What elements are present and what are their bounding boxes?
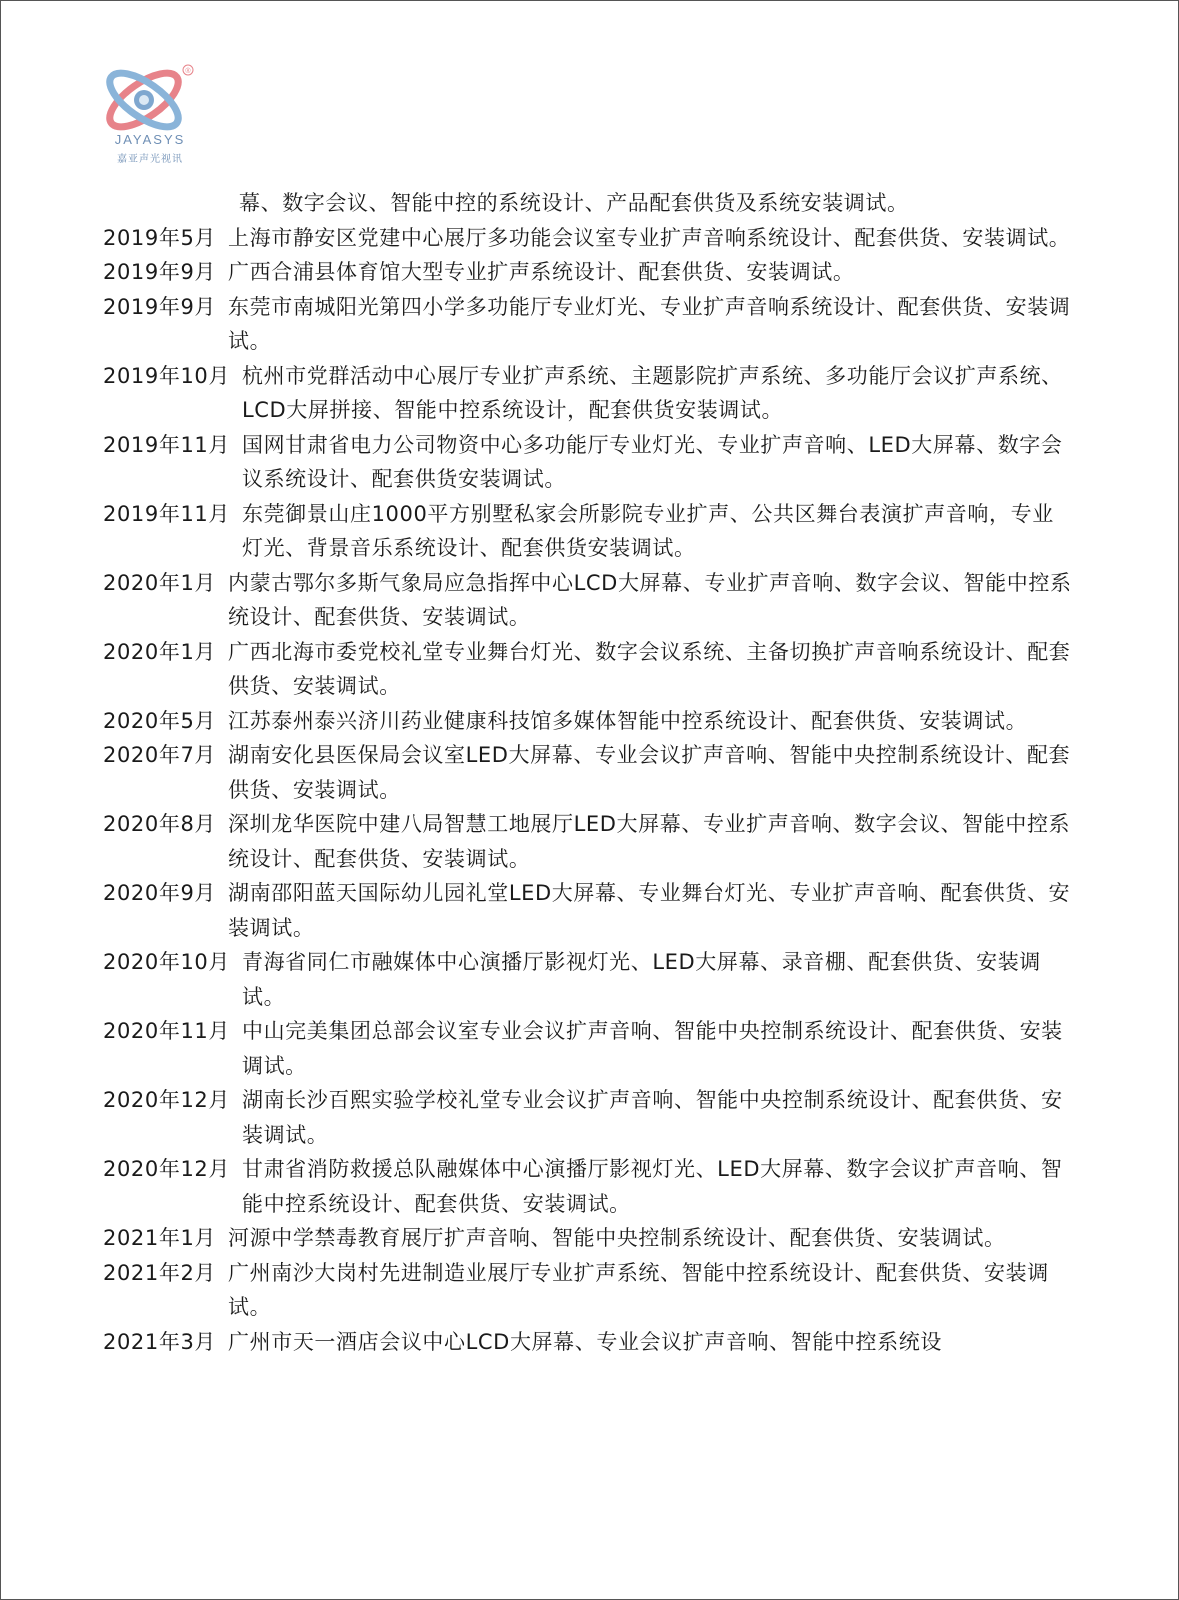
entry-date: 2020年11月 xyxy=(103,1019,230,1043)
company-logo xyxy=(100,62,200,172)
list-item xyxy=(103,428,1073,497)
entry-date: 2020年8月 xyxy=(103,812,217,836)
list-item xyxy=(103,635,1073,704)
entry-date: 2020年7月 xyxy=(103,743,217,767)
list-item xyxy=(103,497,1073,566)
entry-description: 湖南安化县医保局会议室LED大屏幕、专业会议扩声音响、智能中央控制系统设计、配套供货、安装调试。 xyxy=(228,743,1071,802)
entry-description: 广西北海市委党校礼堂专业舞台灯光、数字会议系统、主备切换扩声音响系统设计、配套供货、安装调试。 xyxy=(228,639,1071,698)
jayasys-emblem-icon xyxy=(100,62,200,134)
entry-date: 2021年2月 xyxy=(103,1260,217,1285)
entry-date: 2020年12月 xyxy=(103,1088,230,1112)
entry-date: 2020年1月 xyxy=(103,570,217,595)
list-item xyxy=(103,1152,1073,1221)
list-item xyxy=(103,876,1073,945)
list-item xyxy=(103,738,1073,807)
entry-description: 国网甘肃省电力公司物资中心多功能厅专业灯光、专业扩声音响、LED大屏幕、数字会议系统设计、配套供货安装调试。 xyxy=(241,432,1063,491)
continuation-text: 幕、数字会议、智能中控的系统设计、产品配套供货及系统安装调试。 xyxy=(239,191,909,215)
entry-description: 湖南邵阳蓝天国际幼儿园礼堂LED大屏幕、专业舞台灯光、专业扩声音响、配套供货、安装调试。 xyxy=(228,881,1071,940)
entry-description: 东莞御景山庄1000平方别墅私家会所影院专业扩声、公共区舞台表演扩声音响，专业灯光、背景音乐系统设计、配套供货安装调试。 xyxy=(241,501,1054,560)
list-item xyxy=(103,807,1073,876)
list-item xyxy=(103,1014,1073,1083)
entry-description: 广西合浦县体育馆大型专业扩声系统设计、配套供货、安装调试。 xyxy=(228,260,855,284)
entry-description: 内蒙古鄂尔多斯气象局应急指挥中心LCD大屏幕、专业扩声音响、数字会议、智能中控系统设计、配套供货、安装调试。 xyxy=(228,570,1072,629)
entry-date: 2020年9月 xyxy=(103,881,217,905)
list-item xyxy=(103,1325,1073,1360)
svg-text:®: ® xyxy=(185,68,191,75)
entry-date: 2019年5月 xyxy=(103,225,217,250)
list-item xyxy=(103,290,1073,359)
entry-description: 湖南长沙百熙实验学校礼堂专业会议扩声音响、智能中央控制系统设计、配套供货、安装调试。 xyxy=(241,1088,1063,1147)
list-item xyxy=(103,566,1073,635)
entry-description: 江苏泰州泰兴济川药业健康科技馆多媒体智能中控系统设计、配套供货、安装调试。 xyxy=(228,708,1028,733)
entries-container xyxy=(103,221,1073,1360)
list-item xyxy=(103,1256,1073,1325)
entry-description: 杭州市党群活动中心展厅专业扩声系统、主题影院扩声系统、多功能厅会议扩声系统、LCD大屏拼接、智能中控系统设计，配套供货安装调试。 xyxy=(241,363,1063,422)
entry-date: 2019年11月 xyxy=(103,432,230,457)
entry-description: 深圳龙华医院中建八局智慧工地展厅LED大屏幕、专业扩声音响、数字会议、智能中控系统设计、配套供货、安装调试。 xyxy=(228,812,1071,871)
entry-date: 2019年9月 xyxy=(103,294,217,319)
entry-description: 上海市静安区党建中心展厅多功能会议室专业扩声音响系统设计、配套供货、安装调试。 xyxy=(228,225,1071,250)
entry-date: 2019年9月 xyxy=(103,260,217,284)
entry-date: 2020年5月 xyxy=(103,708,217,733)
entry-date: 2021年1月 xyxy=(103,1226,217,1250)
entry-date: 2020年1月 xyxy=(103,639,217,664)
list-item xyxy=(103,704,1073,739)
entry-description: 广州南沙大岗村先进制造业展厅专业扩声系统、智能中控系统设计、配套供货、安装调试。 xyxy=(228,1260,1049,1319)
entry-description: 广州市天一酒店会议中心LCD大屏幕、专业会议扩声音响、智能中控系统设 xyxy=(228,1329,942,1354)
logo-brand-text: JAYASYS xyxy=(114,132,186,147)
entry-date: 2020年12月 xyxy=(103,1157,230,1181)
project-list xyxy=(103,186,1073,1359)
entry-description: 东莞市南城阳光第四小学多功能厅专业灯光、专业扩声音响系统设计、配套供货、安装调试。 xyxy=(228,294,1071,353)
logo-brand-cn-text: 嘉亚声光视讯 xyxy=(117,154,183,165)
list-item xyxy=(103,1083,1073,1152)
list-item xyxy=(103,1221,1073,1256)
entry-description: 青海省同仁市融媒体中心演播厅影视灯光、LED大屏幕、录音棚、配套供货、安装调试。 xyxy=(241,950,1041,1009)
entry-date: 2019年10月 xyxy=(103,363,230,388)
entry-date: 2020年10月 xyxy=(103,950,230,974)
entry-description: 河源中学禁毒教育展厅扩声音响、智能中央控制系统设计、配套供货、安装调试。 xyxy=(228,1226,1006,1250)
entry-description: 中山完美集团总部会议室专业会议扩声音响、智能中央控制系统设计、配套供货、安装调试。 xyxy=(241,1019,1063,1078)
entry-description: 甘肃省消防救援总队融媒体中心演播厅影视灯光、LED大屏幕、数字会议扩声音响、智能中控系统设计、配套供货、安装调试。 xyxy=(241,1157,1063,1216)
list-item xyxy=(103,359,1073,428)
list-item xyxy=(103,945,1073,1014)
list-item xyxy=(103,255,1073,290)
list-item xyxy=(103,221,1073,256)
entry-date: 2021年3月 xyxy=(103,1329,217,1354)
entry-date: 2019年11月 xyxy=(103,501,230,526)
